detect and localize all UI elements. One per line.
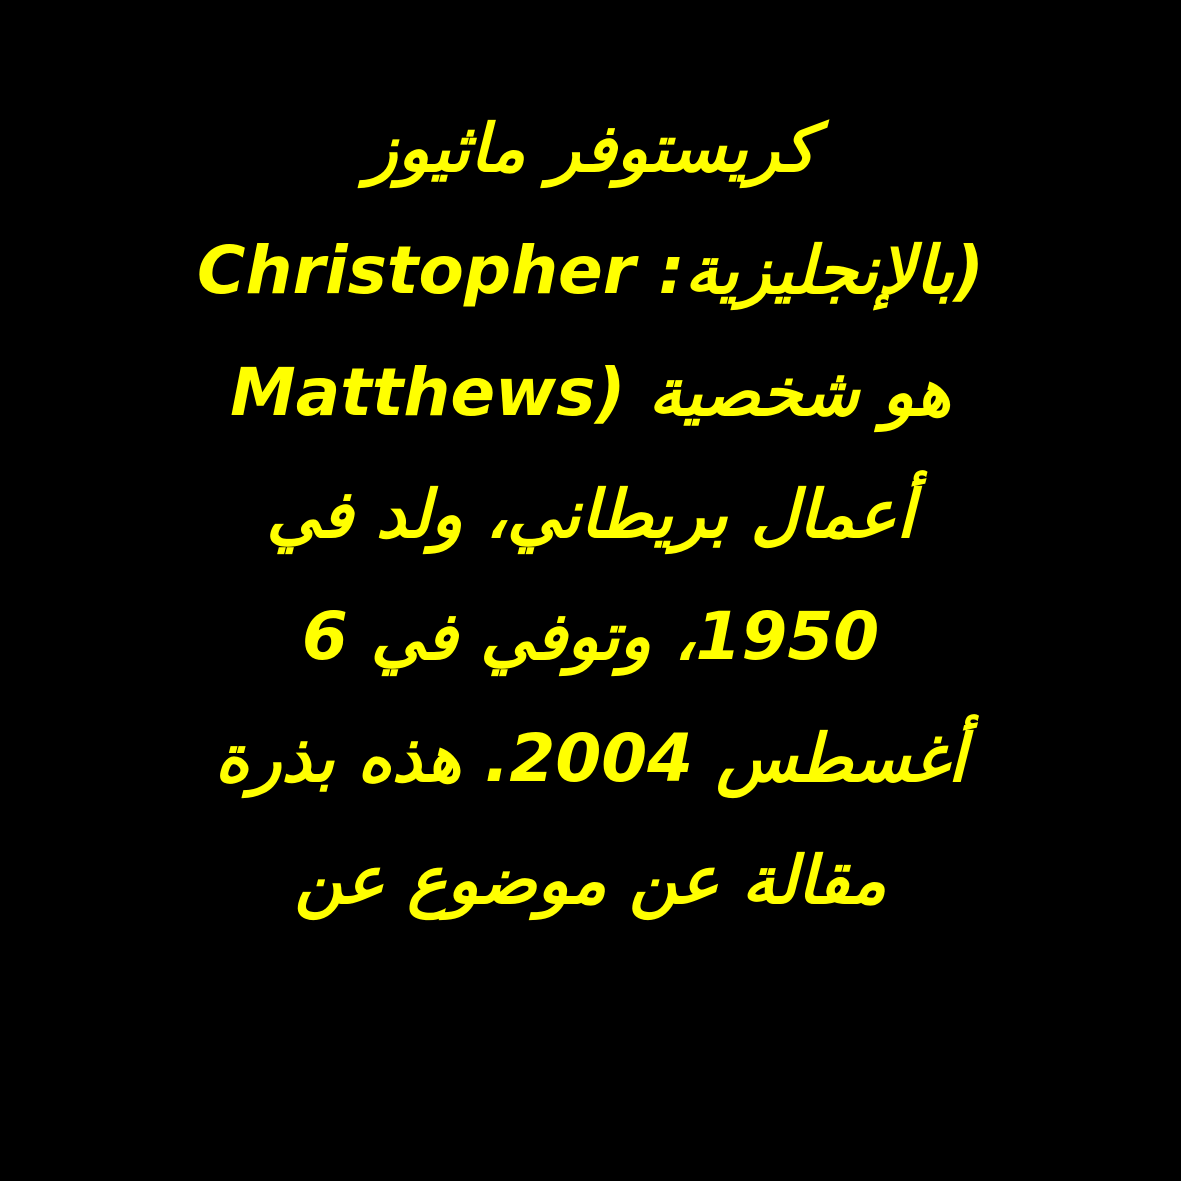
text-line-4: أعمال بريطاني، ولد في xyxy=(266,476,915,553)
article-stub-text xyxy=(0,88,1181,942)
text-line-1: كريستوفر ماثيوز xyxy=(365,110,816,187)
text-line-3: Matthews) هو شخصية xyxy=(230,354,951,431)
text-line-7: مقالة عن موضوع عن xyxy=(294,842,887,919)
text-line-2: (بالإنجليزية: Christopher xyxy=(197,232,984,309)
text-line-6: أغسطس 2004. هذه بذرة xyxy=(214,720,967,797)
text-line-5: 1950، وتوفي في 6 xyxy=(301,598,880,675)
